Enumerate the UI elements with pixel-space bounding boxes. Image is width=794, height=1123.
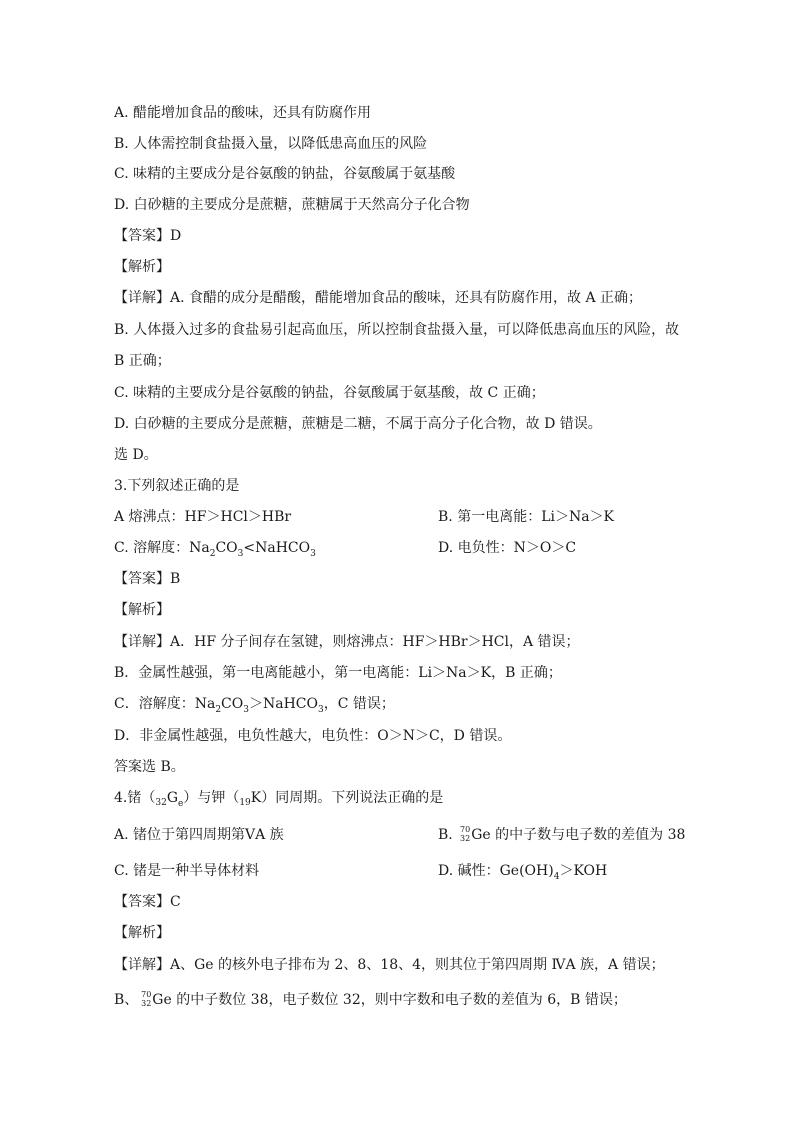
q4-detail-b: B、 70 32 Ge 的中子数位 38，电子数位 32，则中字数和电子数的差值为 6，B 错误；: [114, 990, 627, 1008]
q3-option-d: D. 电负性：N＞O＞C: [438, 540, 577, 556]
q4-option-b: B. 70 32 Ge 的中子数与电子数的差值为 38: [438, 825, 686, 843]
q2-option-b: B. 人体需控制食盐摄入量，以降低患高血压的风险: [114, 136, 428, 152]
q3-detail-b: B．金属性越强，第一电离能越小，第一电离能：Li＞Na＞K，B 正确；: [114, 665, 562, 681]
q4-answer: 【答案】C: [114, 894, 181, 910]
q2-answer: 【答案】D: [114, 228, 182, 244]
q3-answer: 【答案】B: [114, 571, 181, 587]
q3-option-b: B. 第一电离能：Li＞Na＞K: [438, 509, 615, 525]
q3-option-a: A 熔沸点：HF＞HCl＞HBr: [114, 509, 292, 525]
q3-stem: 3.下列叙述正确的是: [114, 478, 240, 494]
q2-detail-c: C. 味精的主要成分是谷氨酸的钠盐，谷氨酸属于氨基酸，故 C 正确；: [114, 385, 545, 401]
q3-detail-a: 【详解】A．HF 分子间存在氢键，则熔沸点：HF＞HBr＞HCl，A 错误；: [114, 634, 580, 650]
q2-choice: 选 D。: [114, 447, 158, 463]
q2-detail-b: B. 人体摄入过多的食盐易引起高血压，所以控制食盐摄入量，可以降低患高血压的风险，故: [114, 322, 680, 338]
q2-detail-a: 【详解】A. 食醋的成分是醋酸，醋能增加食品的酸味，还具有防腐作用，故 A 正确；: [114, 290, 643, 306]
q2-analysis-label: 【解析】: [114, 259, 170, 275]
q2-option-d: D. 白砂糖的主要成分是蔗糖，蔗糖属于天然高分子化合物: [114, 197, 470, 213]
q2-detail-b-cont: B 正确；: [114, 353, 171, 369]
q4-analysis-label: 【解析】: [114, 925, 170, 941]
q4-stem: 4.锗$(32G_e)$与钾（19K）同周期。下列说法正确的是: [114, 790, 444, 809]
q3-analysis-label: 【解析】: [114, 602, 170, 618]
q2-option-a: A. 醋能增加食品的酸味，还具有防腐作用: [114, 105, 372, 121]
q4-option-d: D. 碱性：$Ge(OH)_4>KOH$: [438, 863, 608, 882]
q3-detail-c: C．溶解度：$Na_2CO_3>NaHCO_3$，C 错误；: [114, 696, 395, 715]
q2-detail-d: D. 白砂糖的主要成分是蔗糖，蔗糖是二糖，不属于高分子化合物，故 D 错误。: [114, 416, 602, 432]
q4-option-a: A. 锗位于第四周期第ⅤA 族: [114, 827, 284, 843]
q2-option-c: C. 味精的主要成分是谷氨酸的钠盐，谷氨酸属于氨基酸: [114, 166, 456, 182]
q4-option-c: C. 锗是一种半导体材料: [114, 863, 260, 879]
q3-choice: 答案选 B。: [114, 759, 185, 775]
q3-option-c: C. 溶解度：$Na_2CO_3<NaHCO_3$: [114, 540, 316, 559]
isotope-notation: 70 32: [460, 825, 471, 843]
q3-detail-d: D．非金属性越强，电负性越大，电负性：O＞N＞C，D 错误。: [114, 728, 512, 744]
isotope-notation: 70 32: [141, 990, 152, 1008]
q4-detail-a: 【详解】A、Ge 的核外电子排布为 2、8、18、4，则其位于第四周期 ⅣA 族，A 错误；: [114, 957, 665, 973]
